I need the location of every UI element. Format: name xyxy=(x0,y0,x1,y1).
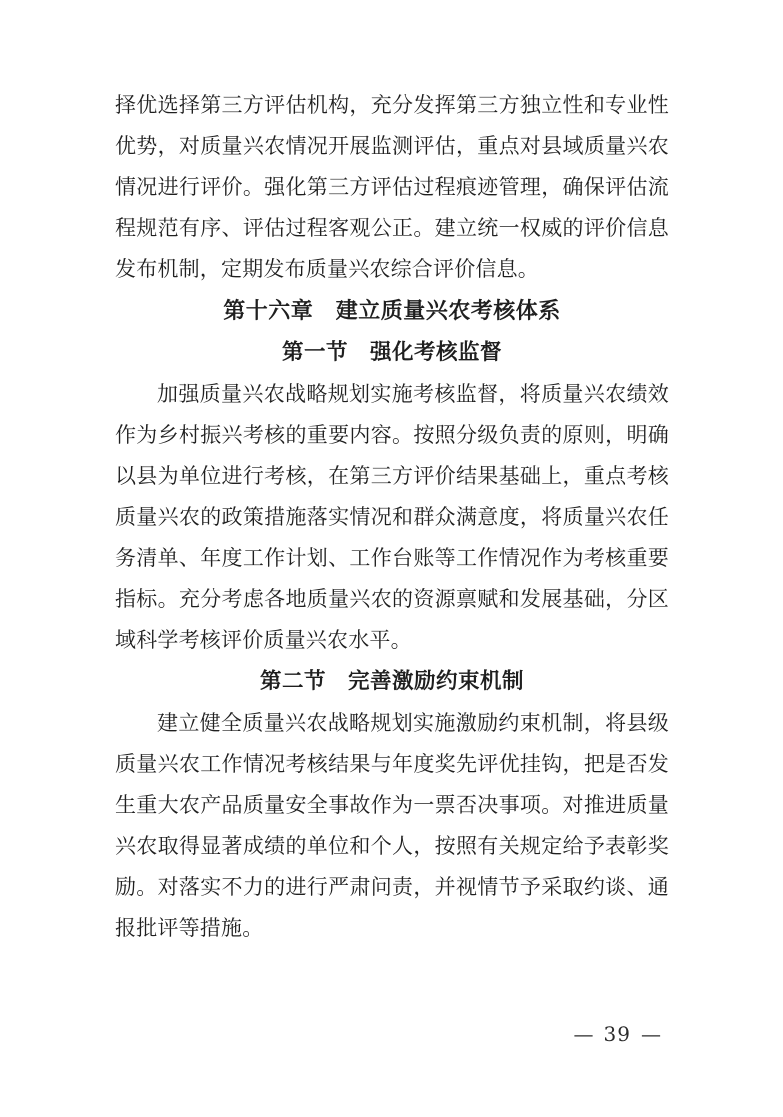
continued-paragraph: 择优选择第三方评估机构，充分发挥第三方独立性和专业性优势，对质量兴农情况开展监测评估，重点对县域质量兴农情况进行评价。强化第三方评估过程痕迹管理，确保评估流程规范有序、评估过程客观公正。建立统一权威的评价信息发布机制，定期发布质量兴农综合评价信息。 xyxy=(115,93,669,281)
section-1-heading: 第一节 强化考核监督 xyxy=(281,340,502,365)
section-2-heading: 第二节 完善激励约束机制 xyxy=(259,669,524,694)
section-1-paragraph: 加强质量兴农战略规划实施考核监督，将质量兴农绩效作为乡村振兴考核的重要内容。按照分级负责的原则，明确以县为单位进行考核，在第三方评价结果基础上，重点考核质量兴农的政策措施落实情况和群众满意度，将质量兴农任务清单、年度工作计划、工作台账等工作情况作为考核重要指标。充分考虑各地质量兴农的资源禀赋和发展基础，分区域科学考核评价质量兴农水平。 xyxy=(115,382,669,652)
page-content xyxy=(115,85,669,949)
section-2-paragraph: 建立健全质量兴农战略规划实施激励约束机制，将县级质量兴农工作情况考核结果与年度奖先评优挂钩，把是否发生重大农产品质量安全事故作为一票否决事项。对推进质量兴农取得显著成绩的单位和个人，按照有关规定给予表彰奖励。对落实不力的进行严肃问责，并视情节予采取约谈、通报批评等措施。 xyxy=(115,711,669,940)
page-number: 39 xyxy=(603,1022,631,1046)
page-number-footer xyxy=(564,1020,671,1048)
chapter-heading: 第十六章 建立质量兴农考核体系 xyxy=(223,298,561,324)
page-number-right-dash: — xyxy=(641,1022,661,1046)
page-number-left-dash: — xyxy=(573,1022,594,1046)
